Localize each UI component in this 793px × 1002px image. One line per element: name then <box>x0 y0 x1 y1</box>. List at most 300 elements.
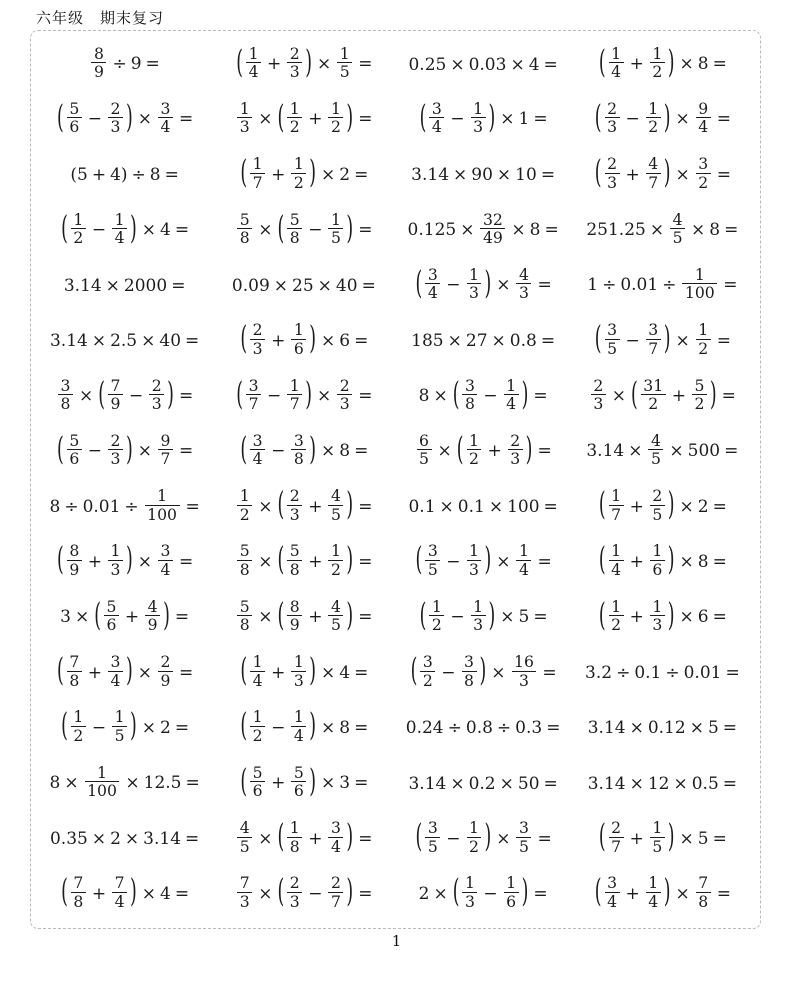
paren: ) <box>163 597 170 635</box>
problem-cell <box>575 148 754 203</box>
math-expression <box>587 264 741 304</box>
fraction-denominator: 3 <box>149 394 164 413</box>
math-expression <box>586 430 742 470</box>
problems-grid <box>31 31 760 928</box>
fraction <box>641 377 666 413</box>
operator: + <box>629 551 644 572</box>
operator: × <box>433 883 448 904</box>
number: 25 <box>292 275 314 296</box>
operator: ÷ <box>447 718 462 739</box>
problem-cell <box>37 701 216 756</box>
fraction-numerator: 1 <box>652 541 663 561</box>
fraction-denominator: 5 <box>650 837 665 856</box>
operator: = <box>174 883 190 904</box>
problem-cell <box>396 756 575 811</box>
fraction-denominator: 3 <box>471 615 486 634</box>
fraction-numerator: 1 <box>611 486 622 506</box>
paren: ( <box>456 431 464 469</box>
fraction-denominator: 2 <box>467 837 482 856</box>
fraction <box>250 432 265 468</box>
fraction-denominator: 7 <box>328 892 343 911</box>
fraction-numerator: 7 <box>73 873 84 893</box>
operator: = <box>178 551 194 572</box>
fraction-numerator: 2 <box>151 375 162 395</box>
operator: × <box>258 109 273 130</box>
fraction-numerator: 1 <box>110 541 121 561</box>
paren: ( <box>61 873 68 911</box>
operator: − <box>267 386 282 407</box>
fraction-denominator: 3 <box>250 339 265 358</box>
fraction-denominator: 4 <box>429 117 444 136</box>
operator: = <box>546 718 561 739</box>
fraction-numerator: 2 <box>607 98 618 118</box>
operator: × <box>273 275 289 296</box>
operator: × <box>258 220 273 241</box>
fraction-denominator: 3 <box>287 892 302 911</box>
fraction-denominator: 4 <box>425 283 440 302</box>
number: 0.125 <box>407 220 457 241</box>
paren: ) <box>130 210 137 248</box>
paren: ( <box>57 541 64 579</box>
fraction-numerator: 3 <box>160 541 171 561</box>
paren: ) <box>305 44 312 82</box>
number: 2 <box>110 829 121 850</box>
number: 12.5 <box>143 773 182 794</box>
fraction-denominator: 2 <box>650 62 665 81</box>
number: 0.3 <box>515 718 543 739</box>
operator: × <box>499 773 514 794</box>
operator: = <box>537 828 552 849</box>
fraction-numerator: 2 <box>289 873 300 893</box>
operator: = <box>724 441 739 462</box>
fraction <box>646 100 661 136</box>
fraction-numerator: 9 <box>698 98 709 118</box>
fraction <box>291 708 306 744</box>
fraction <box>246 377 261 413</box>
operator: × <box>669 441 684 462</box>
paren: ) <box>346 99 354 137</box>
operator: = <box>185 773 200 794</box>
paren: ) <box>488 597 496 635</box>
operator: × <box>124 829 140 850</box>
paren: ) <box>667 44 675 82</box>
fraction-denominator: 5 <box>417 449 432 468</box>
fraction <box>462 653 477 689</box>
paren: ( <box>598 486 606 524</box>
fraction <box>71 708 86 744</box>
math-expression <box>235 98 376 138</box>
fraction <box>287 819 302 855</box>
fraction <box>646 155 661 191</box>
fraction-denominator: 3 <box>108 449 123 468</box>
fraction-denominator: 5 <box>425 837 440 856</box>
problem-cell <box>396 314 575 369</box>
number: 1 <box>518 109 530 130</box>
number: 0.01 <box>683 663 722 684</box>
fraction <box>287 377 302 413</box>
operator: = <box>542 662 557 683</box>
operator: × <box>450 54 465 75</box>
paren: ) <box>521 873 529 911</box>
problem-cell <box>216 645 395 700</box>
operator: + <box>625 164 640 185</box>
operator: × <box>91 331 107 352</box>
fraction <box>237 542 252 578</box>
math-expression <box>415 541 556 580</box>
fraction-denominator: 3 <box>287 505 302 524</box>
fraction <box>462 377 477 413</box>
number: 0.1 <box>457 497 485 518</box>
operator: − <box>625 109 640 130</box>
problem-cell <box>575 756 754 811</box>
operator: × <box>460 220 475 241</box>
paren: ( <box>452 873 460 911</box>
paren: ) <box>120 165 128 186</box>
fraction-denominator: 2 <box>291 173 306 192</box>
problem-cell <box>216 590 395 645</box>
operator: = <box>358 607 373 628</box>
paren: ) <box>709 376 717 414</box>
fraction <box>112 211 127 247</box>
number: 4 <box>160 883 171 904</box>
worksheet-dashed-border <box>30 30 761 929</box>
paren: ( <box>57 431 64 469</box>
operator: = <box>716 883 731 904</box>
math-expression <box>239 707 372 746</box>
math-expression <box>50 331 203 351</box>
fraction-numerator: 3 <box>110 652 121 672</box>
operator: × <box>258 496 273 517</box>
fraction <box>504 874 519 910</box>
paren: ( <box>240 707 248 745</box>
problem-cell <box>216 37 395 92</box>
fraction-numerator: 1 <box>97 762 107 782</box>
fraction <box>328 211 343 247</box>
fraction-denominator: 3 <box>237 892 252 911</box>
paren: ) <box>346 818 354 856</box>
math-expression <box>585 663 744 683</box>
fraction-numerator: 5 <box>293 762 304 782</box>
paren: ( <box>236 376 244 414</box>
operator: − <box>441 662 456 683</box>
fraction-denominator: 7 <box>158 449 173 468</box>
problem-cell <box>37 203 216 258</box>
operator: = <box>533 386 548 407</box>
number: 6 <box>697 607 709 628</box>
fraction-numerator: 1 <box>248 43 259 63</box>
paren: ( <box>415 818 423 856</box>
fraction-denominator: 2 <box>609 615 624 634</box>
problem-cell <box>216 314 395 369</box>
math-expression <box>49 486 203 525</box>
fraction <box>328 100 343 136</box>
fraction-denominator: 6 <box>650 560 665 579</box>
fraction-numerator: 5 <box>106 596 117 616</box>
fraction-numerator: 1 <box>252 652 263 672</box>
fraction-numerator: 7 <box>698 873 709 893</box>
number: 8 <box>339 441 351 462</box>
operator: + <box>308 551 323 572</box>
math-expression <box>235 818 376 857</box>
operator: ÷ <box>602 275 617 296</box>
operator: = <box>178 662 194 683</box>
math-expression <box>415 430 556 470</box>
fraction <box>471 100 486 136</box>
fraction-denominator: 8 <box>71 892 86 911</box>
paren: ) <box>125 541 133 579</box>
fraction-denominator: 3 <box>471 117 486 136</box>
fraction-numerator: 1 <box>464 873 475 893</box>
math-expression <box>56 652 197 691</box>
operator: ÷ <box>124 496 139 517</box>
operator: − <box>483 386 498 407</box>
operator: = <box>185 829 200 850</box>
fraction-numerator: 8 <box>289 596 300 616</box>
math-expression <box>598 818 731 857</box>
paren: ) <box>663 320 671 358</box>
number: 4 <box>528 54 540 75</box>
fraction <box>650 542 665 578</box>
operator: = <box>354 164 369 185</box>
fraction <box>467 432 482 468</box>
problem-cell <box>396 535 575 590</box>
fraction-denominator: 8 <box>67 671 82 690</box>
fraction <box>328 487 343 523</box>
fraction-numerator: 1 <box>611 596 622 616</box>
paren: ( <box>277 873 285 911</box>
fraction-numerator: 3 <box>431 98 442 118</box>
paren: ( <box>594 320 602 358</box>
fraction-denominator: 9 <box>145 615 160 634</box>
fraction <box>250 708 265 744</box>
operator: × <box>679 828 694 849</box>
fraction <box>328 819 343 855</box>
problem-cell <box>216 811 395 866</box>
paren: ( <box>61 210 68 248</box>
paren: ( <box>594 873 602 911</box>
operator: − <box>450 607 465 628</box>
problem-cell <box>396 701 575 756</box>
operator: × <box>137 109 152 130</box>
math-expression <box>235 209 376 249</box>
fraction <box>512 653 537 689</box>
fraction <box>291 155 306 191</box>
fraction <box>250 155 265 191</box>
fraction <box>417 432 432 468</box>
fraction-numerator: 1 <box>698 320 709 340</box>
operator: + <box>629 54 644 75</box>
fraction-denominator: 3 <box>650 615 665 634</box>
fraction-numerator: 4 <box>239 818 250 838</box>
paren: ( <box>419 597 427 635</box>
fraction <box>108 432 123 468</box>
math-expression <box>598 541 731 580</box>
number: 90 <box>471 165 493 186</box>
paren: ( <box>240 652 248 690</box>
operator: = <box>724 220 739 241</box>
operator: = <box>721 386 736 407</box>
number: 3.14 <box>143 829 182 850</box>
operator: = <box>722 773 738 794</box>
operator: − <box>308 220 323 241</box>
number: 40 <box>335 275 358 296</box>
fraction-numerator: 2 <box>110 430 121 450</box>
operator: + <box>629 828 644 849</box>
fraction <box>467 542 482 578</box>
fraction-numerator: 2 <box>339 375 350 395</box>
fraction-numerator: 1 <box>289 818 300 838</box>
math-expression <box>49 762 203 802</box>
problem-cell <box>396 369 575 424</box>
fraction-denominator: 6 <box>67 449 82 468</box>
fraction-denominator: 4 <box>112 228 127 247</box>
fraction <box>429 598 444 634</box>
number: 0.01 <box>620 275 659 296</box>
fraction-numerator: 3 <box>60 375 71 395</box>
operator: − <box>87 109 103 130</box>
fraction-denominator: 4 <box>108 671 123 690</box>
fraction <box>609 45 624 81</box>
fraction-denominator: 5 <box>648 449 663 468</box>
page-title: 六年级 期末复习 <box>36 9 165 27</box>
problem-cell <box>37 314 216 369</box>
operator: + <box>271 662 286 683</box>
paren: ) <box>479 652 487 690</box>
fraction-numerator: 1 <box>330 209 341 229</box>
fraction <box>650 819 665 855</box>
operator: − <box>91 220 107 241</box>
fraction-denominator: 2 <box>250 726 265 745</box>
operator: = <box>361 275 376 296</box>
fraction-numerator: 5 <box>239 209 250 229</box>
fraction <box>420 653 435 689</box>
fraction-numerator: 1 <box>73 707 84 727</box>
fraction <box>287 100 302 136</box>
fraction-numerator: 3 <box>464 375 475 395</box>
fraction-denominator: 2 <box>467 449 482 468</box>
operator: × <box>447 331 462 352</box>
fraction-numerator: 5 <box>69 98 80 118</box>
paren: ( <box>594 154 602 192</box>
problem-cell <box>216 701 395 756</box>
paren: ( <box>240 431 248 469</box>
fraction-numerator: 1 <box>652 43 663 63</box>
number: 0.5 <box>691 773 719 794</box>
operator: + <box>91 165 107 186</box>
fraction-numerator: 6 <box>419 430 429 450</box>
problem-cell <box>575 701 754 756</box>
number: 0.35 <box>49 829 88 850</box>
math-expression <box>419 596 552 636</box>
operator: × <box>137 662 152 683</box>
fraction <box>692 377 707 413</box>
number: 0.01 <box>82 496 121 517</box>
fraction-numerator: 5 <box>239 596 250 616</box>
operator: + <box>625 883 640 904</box>
fraction-numerator: 1 <box>611 541 622 561</box>
fraction <box>291 653 306 689</box>
fraction-denominator: 8 <box>462 671 477 690</box>
fraction-denominator: 8 <box>462 394 477 413</box>
problem-cell <box>396 424 575 479</box>
fraction-denominator: 2 <box>328 117 343 136</box>
fraction-denominator: 5 <box>650 505 665 524</box>
paren: ( <box>98 376 106 414</box>
paren: ( <box>94 597 101 635</box>
number: 6 <box>339 330 351 351</box>
paren: ( <box>594 99 602 137</box>
fraction <box>480 211 505 247</box>
paren: ( <box>277 210 285 248</box>
math-expression <box>415 818 556 857</box>
fraction-denominator: 2 <box>692 394 707 413</box>
fraction-denominator: 2 <box>237 505 252 524</box>
operator: = <box>537 551 552 572</box>
operator: ÷ <box>496 718 512 739</box>
number: 5 <box>77 165 88 186</box>
paren: ) <box>167 376 174 414</box>
number: 3.14 <box>49 331 88 352</box>
problem-cell <box>575 645 754 700</box>
fraction-numerator: 1 <box>506 873 517 893</box>
paren: ) <box>663 154 671 192</box>
paren: ) <box>305 376 312 414</box>
paren: ) <box>309 707 317 745</box>
number: 185 <box>411 331 444 352</box>
operator: × <box>689 718 704 739</box>
math-expression <box>598 596 731 636</box>
number: 8 <box>418 386 430 407</box>
operator: − <box>446 275 461 296</box>
operator: × <box>64 773 79 794</box>
operator: × <box>141 883 157 904</box>
operator: × <box>675 883 690 904</box>
fraction-numerator: 7 <box>110 375 121 395</box>
operator: × <box>258 607 273 628</box>
fraction <box>696 874 711 910</box>
paren: ( <box>57 652 64 690</box>
fraction-numerator: 2 <box>652 486 663 506</box>
number: 0.1 <box>408 497 436 518</box>
operator: + <box>87 662 103 683</box>
paren: ) <box>663 99 671 137</box>
math-expression <box>239 154 372 193</box>
math-expression <box>588 774 741 794</box>
operator: × <box>433 386 448 407</box>
fraction <box>145 487 180 523</box>
number: 0.1 <box>634 663 662 684</box>
problem-cell <box>396 590 575 645</box>
number: 9 <box>130 54 142 75</box>
fraction-denominator: 3 <box>467 560 482 579</box>
math-expression <box>594 154 735 193</box>
operator: = <box>533 883 548 904</box>
math-expression <box>60 873 193 912</box>
fraction-denominator: 5 <box>516 837 531 856</box>
fraction <box>237 100 252 136</box>
fraction-denominator: 3 <box>287 62 302 81</box>
fraction-denominator: 8 <box>287 228 302 247</box>
operator: = <box>178 386 194 407</box>
fraction-denominator: 49 <box>480 228 505 247</box>
fraction-denominator: 4 <box>605 892 620 911</box>
fraction <box>250 764 265 800</box>
operator: × <box>321 717 336 738</box>
math-expression <box>235 541 376 580</box>
number: 5 <box>518 607 530 628</box>
fraction <box>609 487 624 523</box>
operator: × <box>321 773 336 794</box>
